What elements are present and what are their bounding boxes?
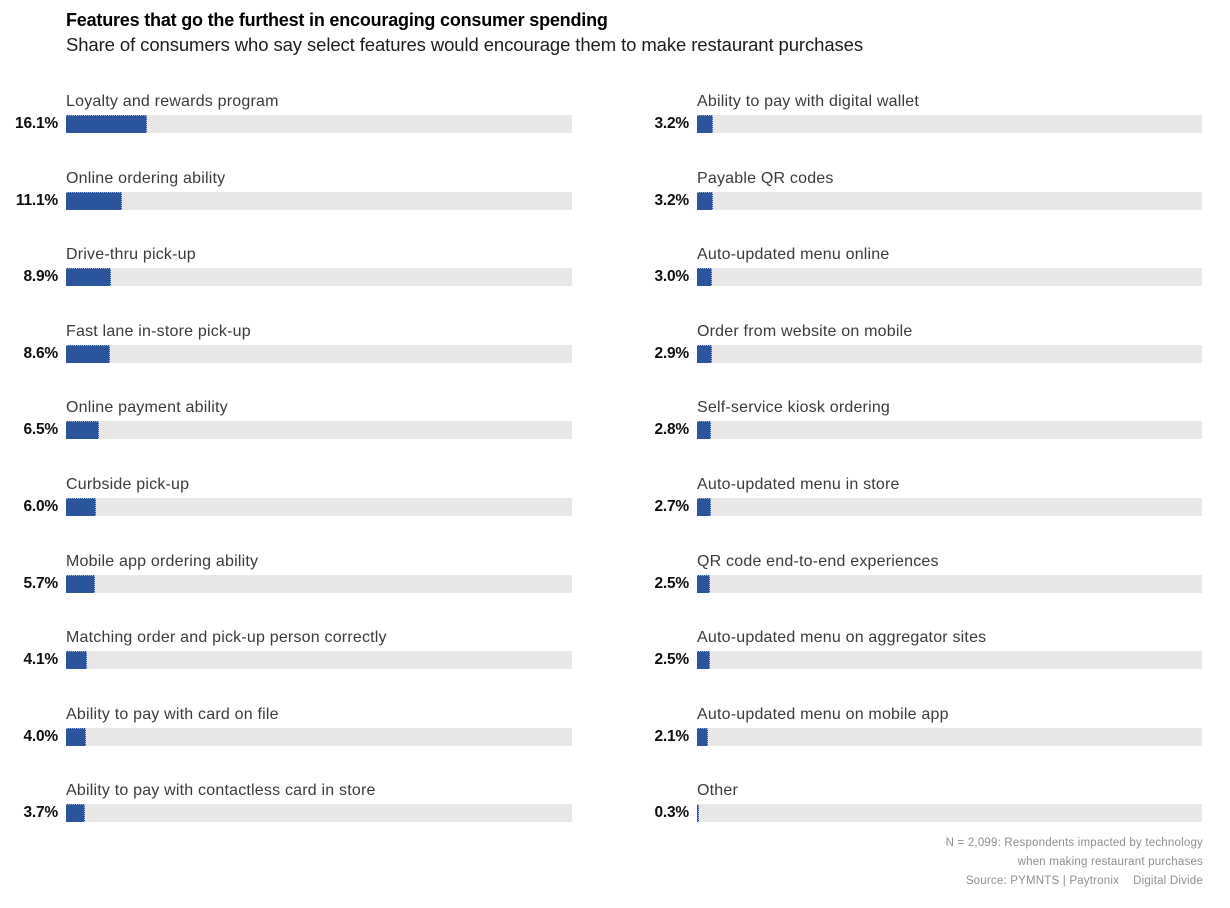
bar-row xyxy=(0,92,572,169)
bar-row xyxy=(631,169,1202,246)
bar-track xyxy=(66,651,572,669)
bar-label: Order from website on mobile xyxy=(697,322,913,340)
footer-source: Source: PYMNTS | Paytronix xyxy=(965,875,1120,887)
bar-track xyxy=(697,421,1202,439)
bar-track xyxy=(66,575,572,593)
bar-line xyxy=(631,268,1202,286)
bar-value: 4.1% xyxy=(23,651,58,669)
chart-title: Features that go the furthest in encouraging consumer spending xyxy=(66,10,608,30)
bar-value: 2.8% xyxy=(654,421,689,439)
bar-row xyxy=(0,398,572,475)
bar-track xyxy=(66,498,572,516)
bar-label: Curbside pick-up xyxy=(66,475,190,493)
bar-value: 2.7% xyxy=(654,497,689,515)
bar-line xyxy=(631,345,1202,363)
bar-row xyxy=(0,475,572,552)
bar-label: Auto-updated menu online xyxy=(697,246,890,264)
bar-fill xyxy=(66,651,87,669)
bar-value: 8.9% xyxy=(23,268,58,286)
bar-fill xyxy=(66,728,86,746)
bar-label: Loyalty and rewards program xyxy=(66,93,279,110)
bar-track xyxy=(697,345,1202,363)
bar-value: 11.1% xyxy=(15,191,58,209)
bar-fill xyxy=(66,498,96,516)
bar-row xyxy=(631,398,1202,475)
bar-label: Mobile app ordering ability xyxy=(66,552,259,570)
bar-track xyxy=(697,575,1202,593)
bar-row xyxy=(0,781,572,858)
bar-fill xyxy=(697,421,711,439)
bar-fill xyxy=(66,421,99,439)
footer-line-3 xyxy=(946,872,1203,891)
bar-fill xyxy=(697,498,711,516)
chart-subtitle: Share of consumers who say select features would encourage them to make restaurant purchases xyxy=(66,34,864,55)
bar-track xyxy=(697,651,1202,669)
bar-label: Matching order and pick-up person correctly xyxy=(66,629,387,647)
bar-fill xyxy=(697,728,708,746)
bar-fill xyxy=(66,345,110,363)
bar-line xyxy=(0,804,572,822)
bar-fill xyxy=(697,192,713,210)
bar-label: Ability to pay with contactless card in store xyxy=(66,782,376,800)
bar-line xyxy=(631,728,1202,746)
chart-header xyxy=(66,8,1166,58)
bar-label: Ability to pay with digital wallet xyxy=(697,93,920,110)
bar-line xyxy=(0,421,572,439)
bar-row xyxy=(0,552,572,629)
bar-line xyxy=(631,115,1202,133)
bar-track xyxy=(697,728,1202,746)
bar-fill xyxy=(66,268,111,286)
bar-label: Fast lane in-store pick-up xyxy=(66,322,251,340)
bar-line xyxy=(0,268,572,286)
bar-row xyxy=(0,628,572,705)
bar-track xyxy=(697,192,1202,210)
bar-fill xyxy=(66,575,95,593)
bar-value: 2.5% xyxy=(654,651,689,669)
bar-label: Self-service kiosk ordering xyxy=(697,399,891,417)
footer-note xyxy=(946,834,1203,891)
bar-line xyxy=(0,115,572,133)
bar-line xyxy=(631,498,1202,516)
bar-fill xyxy=(697,268,712,286)
bar-label: Online ordering ability xyxy=(66,169,226,187)
bar-row xyxy=(631,705,1202,782)
bar-value: 2.9% xyxy=(654,344,689,362)
bar-line xyxy=(0,575,572,593)
bar-value: 6.5% xyxy=(23,421,58,439)
bar-line xyxy=(0,345,572,363)
bar-chart xyxy=(0,92,1203,858)
bar-label: Payable QR codes xyxy=(697,169,834,187)
bar-line xyxy=(0,498,572,516)
bar-track xyxy=(66,421,572,439)
bar-value: 16.1% xyxy=(15,115,58,132)
bar-track xyxy=(66,804,572,822)
bar-line xyxy=(631,651,1202,669)
bar-fill xyxy=(697,575,710,593)
bar-row xyxy=(0,169,572,246)
bar-value: 3.0% xyxy=(654,268,689,286)
bar-line xyxy=(631,804,1202,822)
bar-track xyxy=(66,192,572,210)
bar-label: Auto-updated menu in store xyxy=(697,475,900,493)
bar-value: 4.0% xyxy=(23,727,58,745)
bar-value: 3.7% xyxy=(23,804,58,822)
bar-track xyxy=(66,115,572,133)
bar-fill xyxy=(697,651,710,669)
bar-value: 3.2% xyxy=(654,191,689,209)
bar-fill xyxy=(66,192,122,210)
bar-label: QR code end-to-end experiences xyxy=(697,552,939,570)
bar-label: Drive-thru pick-up xyxy=(66,246,196,264)
bar-row xyxy=(0,322,572,399)
bar-row xyxy=(631,628,1202,705)
bar-track xyxy=(697,268,1202,286)
bar-fill xyxy=(697,115,713,133)
bar-value: 3.2% xyxy=(654,115,689,132)
bar-fill xyxy=(66,804,85,822)
bar-value: 2.5% xyxy=(654,574,689,592)
bar-row xyxy=(631,245,1202,322)
bar-label: Online payment ability xyxy=(66,399,228,417)
bar-fill xyxy=(697,345,712,363)
bar-label: Auto-updated menu on mobile app xyxy=(697,705,949,723)
bar-label: Auto-updated menu on aggregator sites xyxy=(697,629,987,647)
bar-label: Other xyxy=(697,782,739,800)
bar-value: 6.0% xyxy=(23,497,58,515)
bar-value: 0.3% xyxy=(654,804,689,822)
bar-line xyxy=(631,192,1202,210)
bar-row xyxy=(631,322,1202,399)
footer-line-2: when making restaurant purchases xyxy=(1017,856,1203,868)
bar-line xyxy=(0,192,572,210)
bar-column xyxy=(0,92,572,858)
bar-value: 5.7% xyxy=(23,574,58,592)
bar-label: Ability to pay with card on file xyxy=(66,705,279,723)
bar-row xyxy=(631,92,1202,169)
bar-column xyxy=(631,92,1202,858)
bar-track xyxy=(66,268,572,286)
bar-line xyxy=(0,728,572,746)
bar-track xyxy=(697,115,1202,133)
bar-line xyxy=(0,651,572,669)
bar-line xyxy=(631,421,1202,439)
bar-row xyxy=(631,475,1202,552)
bar-value: 8.6% xyxy=(23,344,58,362)
bar-track xyxy=(697,804,1202,822)
bar-fill xyxy=(697,804,699,822)
bar-row xyxy=(631,552,1202,629)
bar-row xyxy=(0,245,572,322)
footer-brand: Digital Divide xyxy=(1133,875,1203,887)
bar-fill xyxy=(66,115,147,133)
bar-track xyxy=(66,728,572,746)
bar-value: 2.1% xyxy=(654,727,689,745)
bar-track xyxy=(66,345,572,363)
bar-track xyxy=(697,498,1202,516)
footer-line-1: N = 2,099: Respondents impacted by technology xyxy=(945,837,1203,849)
bar-line xyxy=(631,575,1202,593)
bar-row xyxy=(0,705,572,782)
